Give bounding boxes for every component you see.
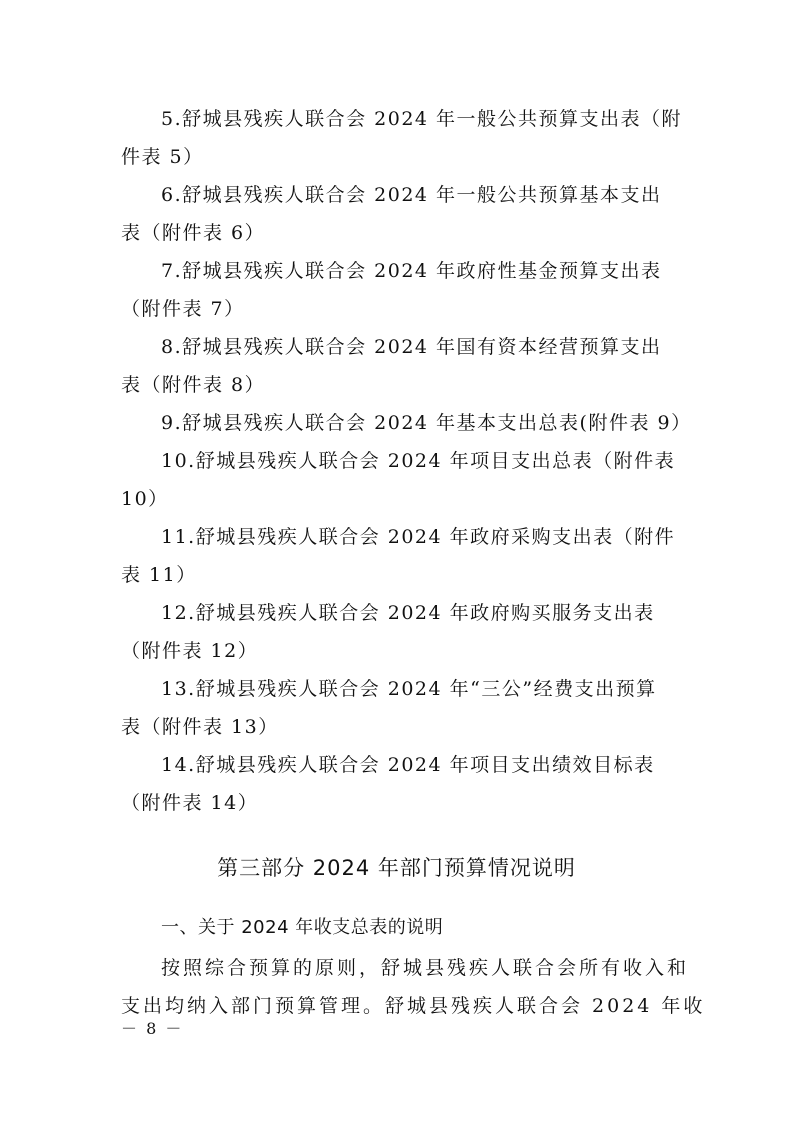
- list-item-10-line-1: 10.舒城县残疾人联合会 2024 年项目支出总表（附件表: [161, 450, 676, 472]
- list-item-5-line-2: 件表 5）: [121, 146, 204, 168]
- list-item-11-line-1: 11.舒城县残疾人联合会 2024 年政府采购支出表（附件: [161, 526, 676, 548]
- list-item-8-line-1: 8.舒城县残疾人联合会 2024 年国有资本经营预算支出: [161, 336, 662, 358]
- list-item-6-line-2: 表（附件表 6）: [121, 222, 266, 244]
- section-heading: 一、关于 2024 年收支总表的说明: [161, 917, 444, 938]
- list-item-8-line-2: 表（附件表 8）: [121, 374, 266, 396]
- page-number: － 8 －: [121, 1019, 184, 1038]
- list-item-7-line-2: （附件表 7）: [121, 298, 245, 320]
- body-paragraph-line-2: 支出均纳入部门预算管理。舒城县残疾人联合会 2024 年收: [121, 995, 706, 1017]
- list-item-12-line-1: 12.舒城县残疾人联合会 2024 年政府购买服务支出表: [161, 602, 655, 624]
- list-item-14-line-2: （附件表 14）: [121, 792, 259, 814]
- list-item-11-line-2: 表 11）: [121, 564, 197, 586]
- list-item-9-line-1: 9.舒城县残疾人联合会 2024 年基本支出总表(附件表 9）: [161, 412, 692, 434]
- body-paragraph-line-1: 按照综合预算的原则，舒城县残疾人联合会所有收入和: [161, 957, 690, 979]
- list-item-14-line-1: 14.舒城县残疾人联合会 2024 年项目支出绩效目标表: [161, 754, 655, 776]
- part-heading: 第三部分 2024 年部门预算情况说明: [217, 856, 576, 880]
- list-item-10-line-2: 10）: [121, 488, 169, 510]
- list-item-6-line-1: 6.舒城县残疾人联合会 2024 年一般公共预算基本支出: [161, 184, 662, 206]
- list-item-12-line-2: （附件表 12）: [121, 640, 259, 662]
- list-item-7-line-1: 7.舒城县残疾人联合会 2024 年政府性基金预算支出表: [161, 260, 662, 282]
- list-item-5-line-1: 5.舒城县残疾人联合会 2024 年一般公共预算支出表（附: [161, 108, 683, 130]
- list-item-13-line-1: 13.舒城县残疾人联合会 2024 年“三公”经费支出预算: [161, 678, 657, 700]
- list-item-13-line-2: 表（附件表 13）: [121, 716, 279, 738]
